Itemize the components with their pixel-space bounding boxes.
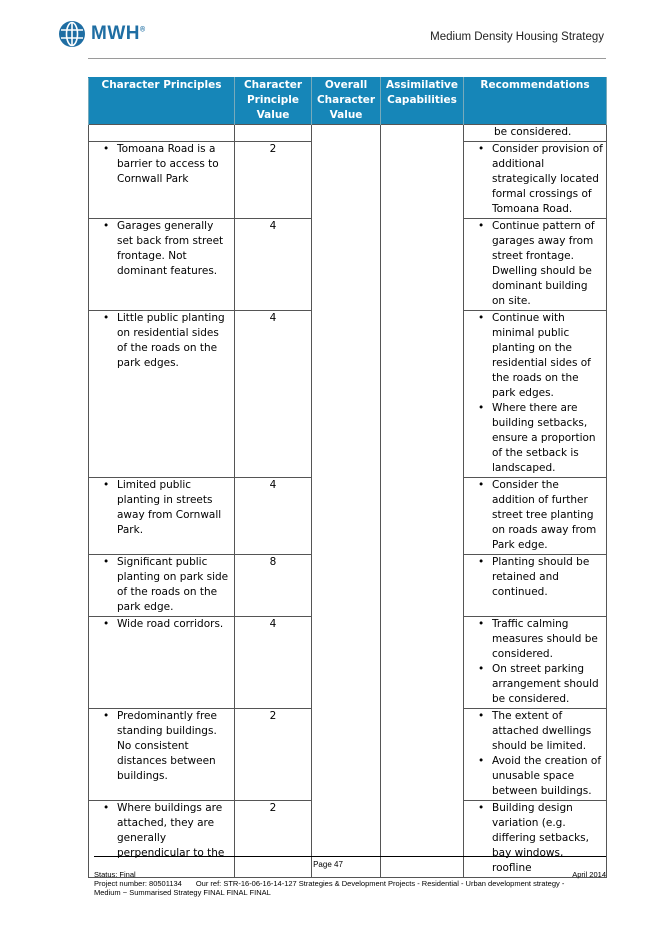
page-number: Page 47: [313, 860, 343, 869]
recommendation-item: • Avoid the creation of unusable space between buildings.: [467, 754, 603, 799]
table-cell: [89, 555, 235, 617]
principle-text: • Where buildings are attached, they are generally perpendicular to the: [92, 801, 231, 861]
table-cell: [89, 142, 235, 219]
assimilative-capabilities-cell: [381, 125, 464, 878]
principle-text: • Tomoana Road is a barrier to access to Cornwall Park: [92, 142, 231, 187]
recommendation-item: • Where there are building setbacks, ensure a proportion of the setback is landscaped.: [467, 401, 603, 476]
table-cell: [464, 617, 607, 709]
table-cell: [89, 478, 235, 555]
table-cell: [89, 219, 235, 311]
project-number: Project number: 80501134: [94, 879, 182, 888]
table-cell: [464, 478, 607, 555]
principle-value: 4: [235, 219, 312, 311]
table-cell: [464, 555, 607, 617]
table-cell: [464, 125, 607, 142]
table-cell: [89, 617, 235, 709]
table-header-row: [89, 78, 607, 125]
table-cell: [464, 219, 607, 311]
column-header: Character Principle Value: [235, 78, 312, 125]
table-cell: [464, 142, 607, 219]
recommendation-item: • Building design variation (e.g. differing setbacks, bay windows, roofline: [467, 801, 603, 876]
table-cell: [89, 311, 235, 478]
principle-text: • Significant public planting on park side of the roads on the park edge.: [92, 555, 231, 615]
recommendation-item: • Traffic calming measures should be considered.: [467, 617, 603, 662]
header-divider: [88, 58, 606, 59]
column-header: Assimilative Capabilities: [381, 78, 464, 125]
principle-text: • Garages generally set back from street frontage. Not dominant features.: [92, 219, 231, 279]
column-header: Recommendations: [464, 78, 607, 125]
principle-value: 8: [235, 555, 312, 617]
column-header: Character Principles: [89, 78, 235, 125]
recommendation-item: • Consider the addition of further street tree planting on roads away from Park edge.: [467, 478, 603, 553]
table-cell: [89, 709, 235, 801]
recommendation-item: • Continue pattern of garages away from street frontage. Dwelling should be dominant building on site.: [467, 219, 603, 309]
our-reference: Our ref: STR-16-06-16-14-127 Strategies & Development Projects - Residential - Urban development strategy -: [195, 879, 565, 888]
overall-character-value-cell: [312, 125, 381, 878]
table-row: [89, 125, 607, 142]
reference-row: [94, 879, 606, 888]
footer-info: [94, 870, 606, 897]
principle-value: 2: [235, 801, 312, 878]
footer-divider: [94, 856, 606, 857]
recommendation-item: • Planting should be retained and continued.: [467, 555, 603, 600]
document-title: Medium Density Housing Strategy: [430, 31, 604, 43]
continuation-text: be considered.: [494, 126, 572, 138]
principle-text: • Little public planting on residential sides of the roads on the park edges.: [92, 311, 231, 371]
principle-value: 4: [235, 311, 312, 478]
reference-continuation: Medium ~ Summarised Strategy FINAL FINAL FINAL: [94, 888, 271, 897]
table-cell: [89, 125, 235, 142]
recommendation-item: • The extent of attached dwellings should be limited.: [467, 709, 603, 754]
column-header: Overall Character Value: [312, 78, 381, 125]
table-cell: [464, 311, 607, 478]
principle-text: • Limited public planting in streets away from Cornwall Park.: [92, 478, 231, 538]
principle-value: 2: [235, 709, 312, 801]
recommendation-item: • On street parking arrangement should be considered.: [467, 662, 603, 707]
recommendation-item: • Consider provision of additional strategically located formal crossings of Tomoana Road.: [467, 142, 603, 217]
table-cell: [464, 709, 607, 801]
principle-value: 2: [235, 142, 312, 219]
table-cell: [235, 125, 312, 142]
recommendation-item: • Continue with minimal public planting on the residential sides of the roads on the park edges.: [467, 311, 603, 401]
character-principles-table: [88, 77, 607, 878]
principle-value: 4: [235, 478, 312, 555]
status-text: Status: Final: [94, 870, 136, 879]
principle-text: • Predominantly free standing buildings. No consistent distances between buildings.: [92, 709, 231, 784]
principle-value: 4: [235, 617, 312, 709]
principle-text: • Wide road corridors.: [92, 617, 231, 632]
logo-text: MWH®: [91, 23, 146, 44]
logo: [58, 20, 146, 48]
globe-logo-icon: [58, 20, 86, 48]
footer-date: April 2014: [572, 870, 606, 879]
